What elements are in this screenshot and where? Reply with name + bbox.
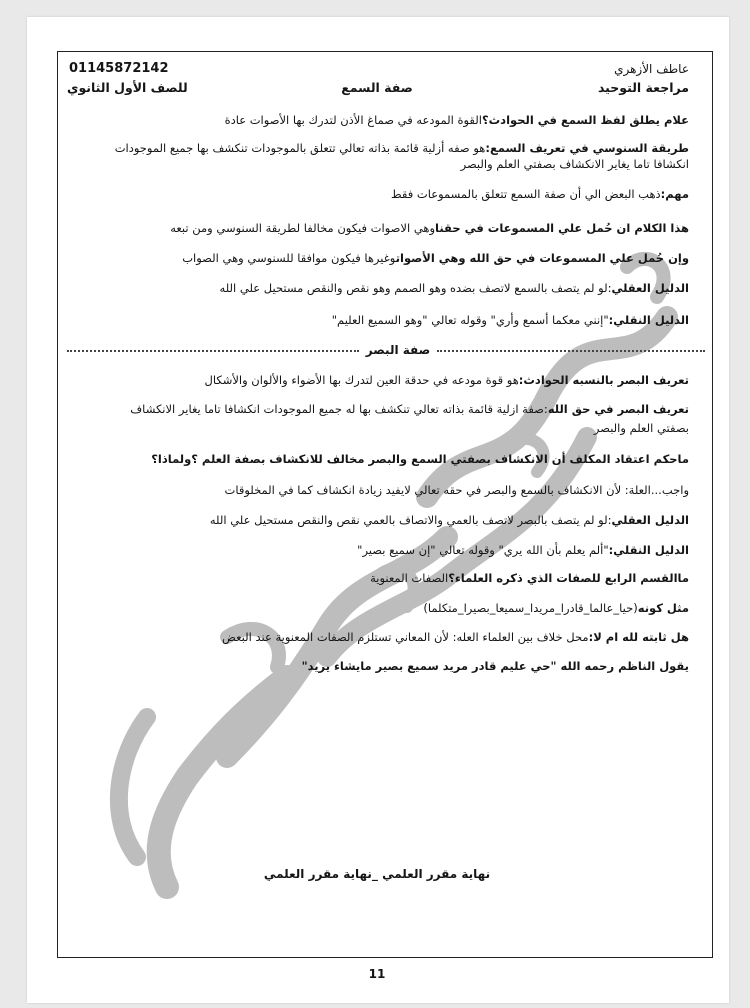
subject-title: مراجعة التوحيد <box>597 80 689 95</box>
section-title: صفة البصر <box>365 343 431 357</box>
text-line: مثل كونه(حيا_عالما_قادرا_مريدا_سميعا_بصيرا_متكلما) <box>423 601 689 615</box>
text-line: طريقة السنوسي في تعريف السمع:هو صفه أزلية قائمة بذاته تعالي تتعلق بالموجودات تنكشف بها جميع الموجودات <box>114 141 689 155</box>
text-line: الدليل العقلي:لو لم يتصف بالبصر لاتصف بالعمي والاتصاف بالعمي نقص والنقص مستحيل علي الله <box>209 513 689 527</box>
text-line: واجب...العلة: لأن الانكشاف بالسمع والبصر في حقه تعالي لايفيد زيادة انكشاف كما في المخلوقات <box>224 483 689 497</box>
document-page <box>27 17 729 1003</box>
phone-number: 01145872142 <box>69 61 169 76</box>
author-name: عاطف الأزهري <box>614 62 689 76</box>
text-line: الدليل النقلي:"إنني معكما أسمع وأري" وقوله تعالي "وهو السميع العليم" <box>331 313 689 327</box>
text-line: يقول الناظم رحمه الله "حي عليم قادر مريد سميع بصير مايشاء يريد" <box>301 659 689 673</box>
text-line: وإن حُمل علي المسموعات في حق الله وهي الأصواتوغيرها فيكون موافقا للسنوسي وهي الصواب <box>182 251 689 265</box>
footer-note: نهاية مقرر العلمي _نهاية مقرر العلمي <box>263 867 491 881</box>
text-line: بصفتي العلم والبصر <box>593 421 689 435</box>
dotted-separator <box>67 350 359 352</box>
text-line: مهم:ذهب البعض الي أن صفة السمع تتعلق بالمسموعات فقط <box>390 187 689 201</box>
text-line: ماالقسم الرابع للصفات الذي ذكره العلماء؟الصفات المعنوية <box>370 571 689 585</box>
text-line: تعريف البصر في حق الله:صفة ازلية قائمة بذاته تعالي تنكشف بها له جميع الموجودات انكشافا تاما يغاير الانكشاف <box>130 402 689 416</box>
dotted-separator <box>437 350 705 352</box>
text-line: هل ثابته لله ام لا:محل خلاف بين العلماء العله: لأن المعاني تستلزم الصفات المعنوية عند البعض <box>222 630 689 644</box>
page-number: 11 <box>368 967 386 981</box>
text-line: هذا الكلام ان حُمل علي المسموعات في حقناوهي الاصوات فيكون مخالفا لطريقة السنوسي ومن تبعه <box>170 221 689 235</box>
topic-title: صفة السمع <box>341 80 413 95</box>
text-line: ماحكم اعتقاد المكلف أن الانكشاف بصفتي السمع والبصر مخالف للانكشاف بصفة العلم ؟ولماذا؟ <box>151 452 689 466</box>
text-line: الدليل النقلي:"ألم يعلم بأن الله يري" وقوله تعالي "إن سميع بصير" <box>357 543 689 557</box>
text-line: تعريف البصر بالنسبه الحوادث:هو قوة مودعه في حدقة العين لتدرك بها الأضواء والألوان والأشكال <box>204 373 689 387</box>
grade-label: للصف الأول الثانوي <box>67 80 188 95</box>
text-line: الدليل العقلي:لو لم يتصف بالسمع لاتصف بضده وهو الصمم وهو نقص والنقص مستحيل علي الله <box>219 281 689 295</box>
text-line: انكشافا تاما يغاير الانكشاف بصفتي العلم والبصر <box>460 157 689 171</box>
text-line: علام يطلق لفظ السمع في الحوادث؟القوة المودعه في صماغ الأذن لتدرك بها الأصوات عادة <box>224 113 689 127</box>
